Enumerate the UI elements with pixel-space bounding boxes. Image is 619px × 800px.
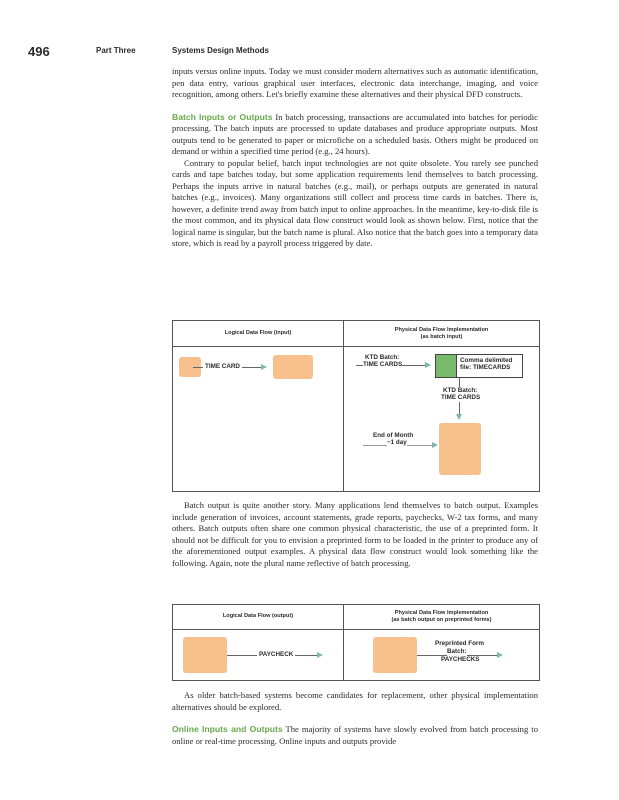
paragraph: Batch output is quite another story. Many applications lend themselves to batch output. Examples include generation of invoices, account statements, grade reports, paychecks, W-2 tax forms, and many others. Batch outputs often share one common physical characteristic, the use of a preprinted form. It should not be difficult for you to envision a preprinted form to be loaded in the printer to produce any of the aforementioned output examples. A physical data flow construct would look something like the following. Again, note the plural name reflective of batch processing. xyxy=(172,500,538,568)
arrow-icon xyxy=(425,362,431,368)
ktd-batch-b-label-1: KTD Batch: xyxy=(443,387,478,394)
body-text-middle xyxy=(172,500,538,569)
ktd-batch-label-2: TIME CARDS xyxy=(363,361,403,368)
figure-right-header-1: Physical Data Flow Implementation xyxy=(394,327,489,333)
body-text-bottom xyxy=(172,690,538,747)
preprinted-label-3: PAYCHECKS xyxy=(441,656,480,663)
arrow-icon xyxy=(497,652,503,658)
paragraph: Contrary to popular belief, batch input technologies are not quite obsolete. You rarely see punched cards and tape batches today, but some application requirements lend themselves to batch processing. Perhaps the inputs arrive in natural batches (e.g., mail), or perhaps outputs are generated in natural batches (e.g., invoices). Many organizations still collect and process time cards in batches. There is, however, a definite trend away from batch input to online approaches. In the meantime, key-to-disk file is the most common, and its physical data flow construct would look as shown below. First, notice that the logical name is singular, but the batch name is plural. Also notice that the batch goes into a temporary data store, which is read by a payroll process triggered by date. xyxy=(172,157,538,248)
figure-divider xyxy=(343,605,344,680)
part-label: Part Three xyxy=(96,46,136,55)
ktd-batch-b-label-2: TIME CARDS xyxy=(441,394,481,401)
store-label-1: Comma delimited xyxy=(460,357,513,364)
arrow-icon xyxy=(261,364,267,370)
paragraph: As older batch-based systems become candidates for replacement, other physical implementation alternatives should be explored. xyxy=(172,690,538,712)
figure-right-header-2: (as batch output on preprinted forms) xyxy=(391,617,492,623)
figure-right-header-1: Physical Data Flow Implementation xyxy=(394,610,489,616)
data-store-key xyxy=(436,355,457,377)
figure-header-rule xyxy=(173,346,539,347)
batch-heading: Batch Inputs or Outputs xyxy=(172,111,273,122)
figure-left-header: Logical Data Flow (input) xyxy=(224,330,292,336)
process-box xyxy=(183,637,227,673)
flow-label-paycheck: PAYCHECK xyxy=(259,651,294,658)
section-title: Systems Design Methods xyxy=(172,46,269,55)
paragraph-text: In batch processing, transactions are accumulated into batches for periodic processing. The batch inputs are processed to update databases and produce appropriate outputs. Most outputs tend to be generated to paper or microfiche on a scheduled basis. Others might be produced on demand or within a specified time period (e.g., 24 hours). xyxy=(172,111,538,156)
store-label-2: file: TIMECARDS xyxy=(460,364,511,371)
preprinted-label-1: Preprinted Form xyxy=(435,640,484,647)
figure-left-header: Logical Data Flow (output) xyxy=(222,613,294,619)
figure-right-header-2: (as batch input) xyxy=(420,334,463,340)
figure-batch-output xyxy=(172,604,540,681)
process-box xyxy=(439,423,481,475)
paragraph-online xyxy=(172,724,538,747)
ktd-batch-label-1: KTD Batch: xyxy=(365,354,400,361)
page-number: 496 xyxy=(28,44,50,59)
arrow-icon xyxy=(432,442,438,448)
process-box xyxy=(273,355,313,379)
arrow-down-icon xyxy=(456,414,462,420)
paragraph-batch xyxy=(172,112,538,158)
paragraph: inputs versus online inputs. Today we must consider modern alternatives such as automatic identification, pen data entry, various graphical user interfaces, electronic data interchange, imaging, and voice recognition, among others. Let's briefly examine these alternatives and their physical DFD constructs. xyxy=(172,66,538,99)
body-text-top xyxy=(172,66,538,250)
figure-batch-input xyxy=(172,320,540,492)
end-month-label-1: End of Month xyxy=(373,432,414,439)
preprinted-label-2: Batch: xyxy=(447,648,467,655)
paragraph-text: The majority of systems have slowly evolved from batch processing to online or real-time processing. Online inputs and outputs provide xyxy=(172,724,538,746)
figure-divider xyxy=(343,321,344,491)
arrow-icon xyxy=(317,652,323,658)
end-month-label-2: −1 day xyxy=(387,439,407,446)
figure-header-rule xyxy=(173,629,539,630)
process-box xyxy=(373,637,417,673)
flow-label-time-card: TIME CARD xyxy=(205,363,240,370)
online-heading: Online Inputs and Outputs xyxy=(172,724,283,734)
